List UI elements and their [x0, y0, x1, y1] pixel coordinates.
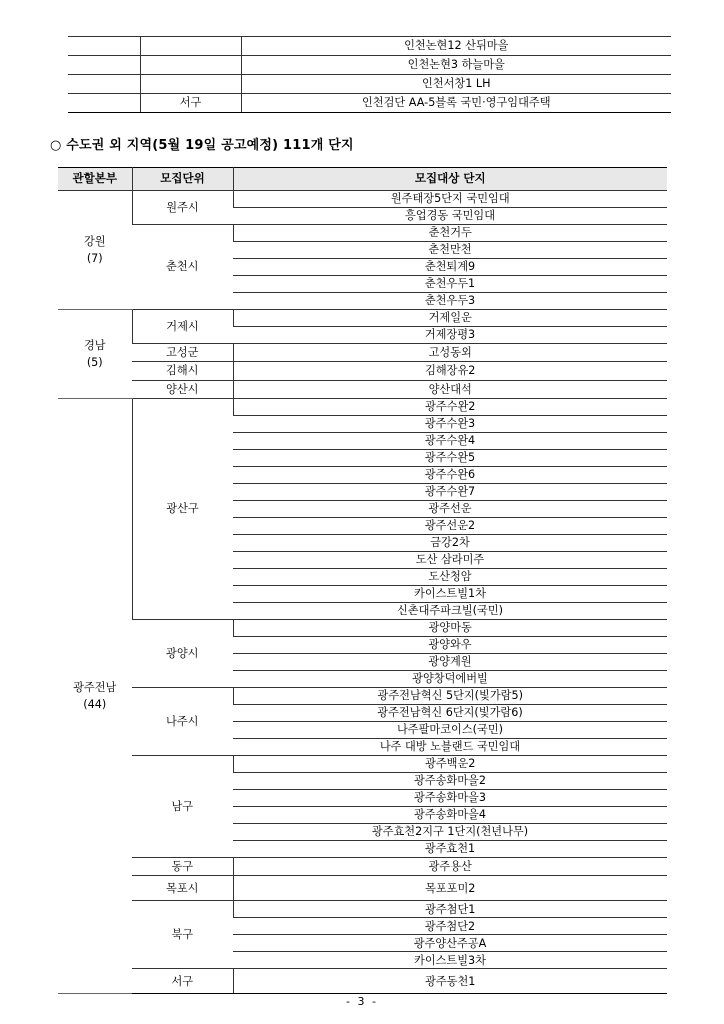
- page-number: - 3 -: [346, 995, 378, 1008]
- table-row: [68, 56, 671, 75]
- table-header-row: [58, 168, 667, 191]
- complex-cell: 인천논현3 하늘마을: [241, 56, 671, 75]
- complex-cell: 춘천우두1: [233, 276, 667, 293]
- table-row: [58, 901, 667, 918]
- unit-cell: [140, 75, 241, 94]
- complex-cell: 광주수완7: [233, 484, 667, 501]
- hq-name: 경남: [83, 338, 106, 352]
- table-row: [58, 688, 667, 705]
- unit-cell: [140, 56, 241, 75]
- table-row: [58, 380, 667, 398]
- complex-cell: 김해장유2: [233, 362, 667, 380]
- complex-cell: 도산 삼라미주: [233, 552, 667, 569]
- complex-cell: 광주수완5: [233, 450, 667, 467]
- header-hq: 관할본부: [58, 168, 132, 191]
- complex-cell: 인천논현12 산뒤마을: [241, 37, 671, 56]
- complex-cell: 광양마동: [233, 620, 667, 637]
- unit-cell: 목포시: [132, 876, 233, 901]
- complex-cell: 춘천우두3: [233, 293, 667, 310]
- unit-cell: 광양시: [132, 620, 233, 688]
- complex-cell: 광주양산주공A: [233, 935, 667, 952]
- complex-cell: 춘천퇴계9: [233, 259, 667, 276]
- hq-cell-empty: [68, 75, 140, 94]
- complex-cell: 광주선운2: [233, 518, 667, 535]
- unit-cell: 춘천시: [132, 225, 233, 310]
- table-row: [58, 876, 667, 901]
- complex-cell: 나주 대방 노블랜드 국민임대: [233, 739, 667, 756]
- hq-cell: [58, 310, 132, 399]
- complex-cell: 나주팔마코이스(국민): [233, 722, 667, 739]
- hq-cell: [58, 399, 132, 994]
- complex-cell: 춘천만천: [233, 242, 667, 259]
- complex-cell: 광양계원: [233, 654, 667, 671]
- complex-cell: 광주효천1: [233, 841, 667, 858]
- unit-cell: 북구: [132, 901, 233, 969]
- complex-cell: 광주첨단2: [233, 918, 667, 935]
- header-complex: 모집대상 단지: [233, 168, 667, 191]
- table-row: [68, 94, 671, 113]
- hq-cell-empty: [68, 56, 140, 75]
- hq-name: 강원: [83, 234, 106, 248]
- table-row: [58, 191, 667, 208]
- complex-cell: 흥업경동 국민임대: [233, 208, 667, 225]
- complex-cell: 광주백운2: [233, 756, 667, 773]
- complex-cell: 광주수완3: [233, 416, 667, 433]
- table-row: [58, 858, 667, 876]
- header-unit: 모집단위: [132, 168, 233, 191]
- continued-table: [68, 36, 671, 113]
- complex-cell: 거제일운: [233, 310, 667, 327]
- complex-cell: 광양와우: [233, 637, 667, 654]
- table-row: [58, 310, 667, 327]
- complex-cell: 광주송화마을2: [233, 773, 667, 790]
- unit-cell: 서구: [140, 94, 241, 113]
- unit-cell: 거제시: [132, 310, 233, 344]
- hq-count: (5): [86, 356, 103, 370]
- table-row: [68, 75, 671, 94]
- unit-cell: 양산시: [132, 380, 233, 398]
- table-row: [58, 969, 667, 994]
- table-row: [68, 37, 671, 56]
- table-row: [58, 620, 667, 637]
- unit-cell: 고성군: [132, 344, 233, 362]
- complex-cell: 광주송화마을4: [233, 807, 667, 824]
- unit-cell: 김해시: [132, 362, 233, 380]
- complex-cell: 광양창덕에버빌: [233, 671, 667, 688]
- complex-cell: 카이스트빌1차: [233, 586, 667, 603]
- complex-cell: 광주수완6: [233, 467, 667, 484]
- complex-cell: 광주수완2: [233, 399, 667, 416]
- unit-cell: 나주시: [132, 688, 233, 756]
- complex-table: [58, 167, 667, 994]
- unit-cell: 원주시: [132, 191, 233, 225]
- complex-cell: 광주용산: [233, 858, 667, 876]
- complex-cell: 금강2차: [233, 535, 667, 552]
- unit-cell: 광산구: [132, 399, 233, 620]
- complex-cell: 카이스트빌3차: [233, 952, 667, 969]
- complex-cell: 광주수완4: [233, 433, 667, 450]
- complex-cell: 목포포미2: [233, 876, 667, 901]
- hq-count: (44): [83, 698, 107, 712]
- section-heading: ○ 수도권 외 지역(5월 19일 공고예정) 111개 단지: [50, 138, 354, 153]
- complex-cell: 인천검단 AA-5블록 국민·영구임대주택: [241, 94, 671, 113]
- complex-cell: 고성동외: [233, 344, 667, 362]
- complex-cell: 광주효천2지구 1단지(천년나무): [233, 824, 667, 841]
- complex-cell: 인천서창1 LH: [241, 75, 671, 94]
- complex-cell: 광주첨단1: [233, 901, 667, 918]
- unit-cell: 서구: [132, 969, 233, 994]
- complex-cell: 춘천거두: [233, 225, 667, 242]
- hq-name: 광주전남: [73, 680, 117, 694]
- unit-cell: 동구: [132, 858, 233, 876]
- table-row: [58, 362, 667, 380]
- table-row: [58, 399, 667, 416]
- hq-cell-empty: [68, 94, 140, 113]
- complex-cell: 광주선운: [233, 501, 667, 518]
- table-row: [58, 344, 667, 362]
- complex-cell: 원주태장5단지 국민임대: [233, 191, 667, 208]
- complex-cell: 도산청암: [233, 569, 667, 586]
- unit-cell: 남구: [132, 756, 233, 858]
- complex-cell: 거제장평3: [233, 327, 667, 344]
- complex-cell: 양산대석: [233, 380, 667, 398]
- complex-cell: 광주전남혁신 6단지(빛가람6): [233, 705, 667, 722]
- table-row: [58, 225, 667, 242]
- unit-cell: [140, 37, 241, 56]
- complex-cell: 광주동천1: [233, 969, 667, 994]
- hq-cell: [58, 191, 132, 310]
- table-row: [58, 756, 667, 773]
- complex-cell: 신촌대주파크빌(국민): [233, 603, 667, 620]
- hq-count: (7): [86, 252, 103, 265]
- complex-cell: 광주전남혁신 5단지(빛가람5): [233, 688, 667, 705]
- complex-cell: 광주송화마을3: [233, 790, 667, 807]
- hq-cell-empty: [68, 37, 140, 56]
